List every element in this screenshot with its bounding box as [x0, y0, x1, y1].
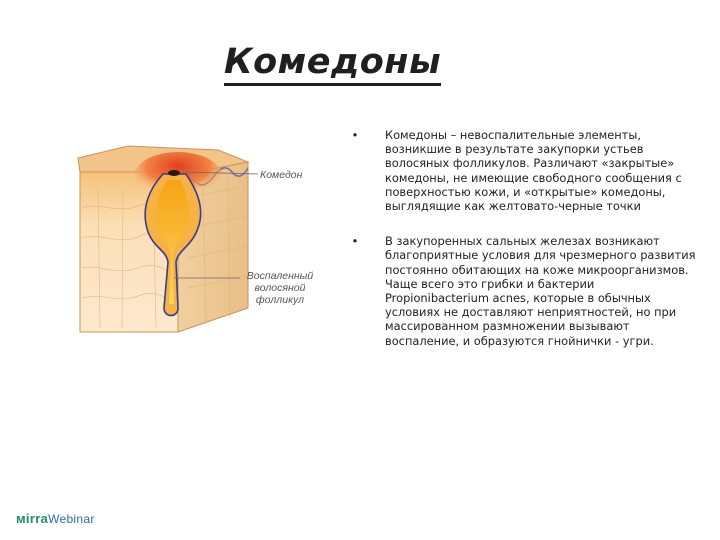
bullet-text: В закупоренных сальных железах возникают благоприятные условия для чрезмерного развития постоянно обитающих на коже микроорганизмов. Чаще всего это грибки и бактерии Propionibacterium acnes, которые в обычных условиях не доставляют неприятностей, но при массированном размножении вызывают воспаление, и образуются гнойнички - угри. — [385, 234, 696, 348]
skin-cross-section-illustration — [68, 128, 328, 338]
bullet-list — [348, 128, 698, 348]
slide-title: Комедоны — [224, 44, 441, 86]
inflamed-follicle-label: Воспаленный волосяной фолликул — [246, 270, 314, 306]
bullet-marker: • — [351, 234, 359, 249]
mirra-webinar-logo — [16, 511, 95, 526]
logo-suffix: Webinar — [48, 512, 95, 526]
bullet-text: Комедоны – невоспалительные элементы, возникшие в результате закупорки устьев волосяных фолликулов. Различают «закрытые» комедоны, не имеющие свободного сообщения с поверхностью кожи, и «открытые» комедоны, выглядящие как желтовато-черные точки — [385, 128, 682, 214]
comedo-plug — [168, 170, 180, 176]
bullet-item-1 — [348, 128, 698, 213]
bullet-marker: • — [351, 128, 359, 142]
comedo-label: Комедон — [260, 169, 303, 181]
skin-diagram — [68, 128, 328, 338]
bullet-item-2 — [348, 234, 698, 348]
logo-brand: мirra — [16, 511, 49, 526]
